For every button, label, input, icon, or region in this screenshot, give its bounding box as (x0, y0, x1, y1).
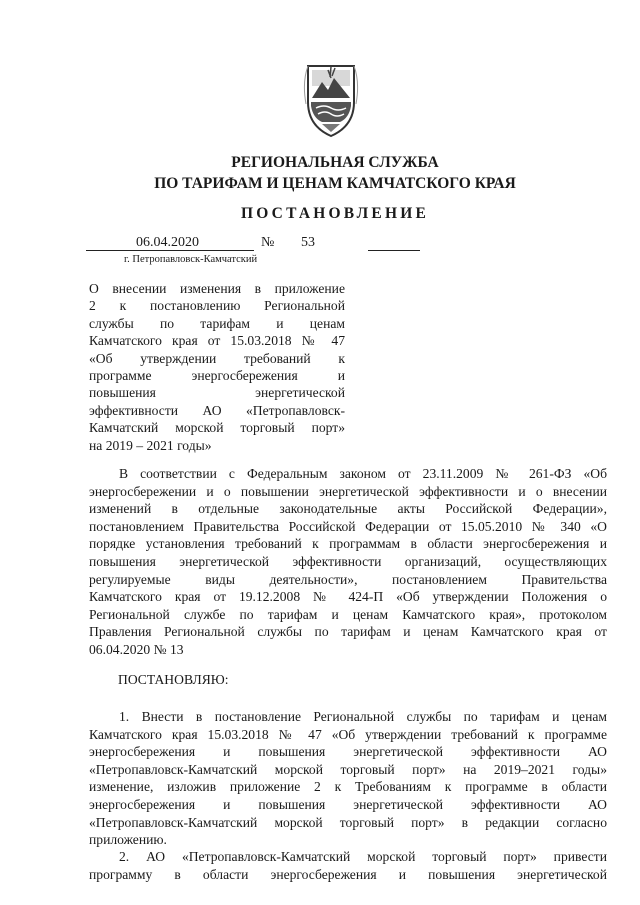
city: г. Петропавловск-Камчатский (124, 254, 258, 265)
title-line: службы по тарифам и ценам (89, 315, 345, 331)
item-1-line: приложению. (89, 832, 167, 848)
preamble-line: 06.04.2020 № 13 (89, 641, 184, 657)
agency-name (0, 152, 640, 194)
agency-line-1: РЕГИОНАЛЬНАЯ СЛУЖБА (231, 154, 439, 171)
item-2-line: 2. АО «Петропавловск-Камчатский морской торговый порт» привести (119, 849, 607, 864)
title-line: О внесении изменения в приложение (89, 281, 345, 296)
preamble-line: регулируемые виды деятельности», постановлением Правительства (89, 571, 607, 587)
document-date: 06.04.2020 (136, 235, 199, 250)
item-1-line: изменение, изложив приложение 2 к Требованиям к программе в области (89, 779, 607, 795)
coat-of-arms-icon (302, 62, 360, 138)
item-1-line: Камчатского края 15.03.2018 № 47 «Об утверждении требований к программе (89, 726, 607, 742)
item-1-line: энергосбережения и повышения энергетической эффективности АО (89, 796, 607, 812)
preamble-line: порядке установления требований к программам в области энергосбережения и (89, 536, 607, 552)
date-number-line (86, 233, 338, 253)
number-sign: № (261, 235, 275, 250)
item-2-line: программу в области энергосбережения и повышения энергетической (89, 866, 607, 882)
preamble-line: изменений в отдельные законодательные акты Российской Федерации», (89, 501, 607, 517)
document-title (89, 280, 345, 454)
preamble-line: Региональной службе по тарифам и ценам Камчатского края», протоколом (89, 606, 607, 622)
title-line: эффективности АО «Петропавловск- (89, 402, 345, 418)
preamble-paragraph (89, 465, 607, 659)
item-1-line: «Петропавловск-Камчатский морской торговый порт» в редакции согласно (89, 814, 607, 830)
preamble-line: постановлением Правительства Российской Федерации от 15.05.2010 № 340 «О (89, 518, 607, 534)
title-line: повышения энергетической (89, 385, 345, 401)
title-line: Камчатского края от 15.03.2018 № 47 (89, 333, 345, 349)
item-1-paragraph (89, 708, 607, 849)
number-underline (368, 250, 420, 251)
title-line: 2 к постановлению Региональной (89, 298, 345, 314)
item-1-line: энергосбережения и повышения энергетической эффективности АО (89, 744, 607, 760)
item-2-paragraph (89, 848, 607, 883)
preamble-line: повышения энергетической эффективности организаций, осуществляющих (89, 553, 607, 569)
preamble-line: Камчатского края от 19.12.2008 № 424-П «Об утверждении Положения о (89, 589, 607, 605)
title-line: на 2019 – 2021 годы» (89, 437, 212, 453)
item-1-line: 1. Внести в постановление Региональной службы по тарифам и ценам (119, 709, 607, 724)
preamble-line: В соответствии с Федеральным законом от 23.11.2009 № 261-ФЗ «Об (119, 466, 607, 481)
decree-word: ПОСТАНОВЛЯЮ: (118, 672, 229, 687)
preamble-line: Правления Региональной службы по тарифам и ценам Камчатского края от (89, 624, 607, 640)
item-1-line: «Петропавловск-Камчатский морской торговый порт» на 2019–2021 годы» (89, 761, 607, 777)
agency-line-2: ПО ТАРИФАМ И ЦЕНАМ КАМЧАТСКОГО КРАЯ (154, 175, 516, 192)
document-type: ПОСТАНОВЛЕНИЕ (240, 205, 430, 222)
document-number: 53 (301, 235, 315, 250)
title-line: «Об утверждении требований к (89, 350, 345, 366)
title-line: Камчатский морской торговый порт» (89, 420, 345, 436)
preamble-line: энергосбережении и о повышении энергетической эффективности и о внесении (89, 483, 607, 499)
title-line: программе энергосбережения и (89, 368, 345, 384)
